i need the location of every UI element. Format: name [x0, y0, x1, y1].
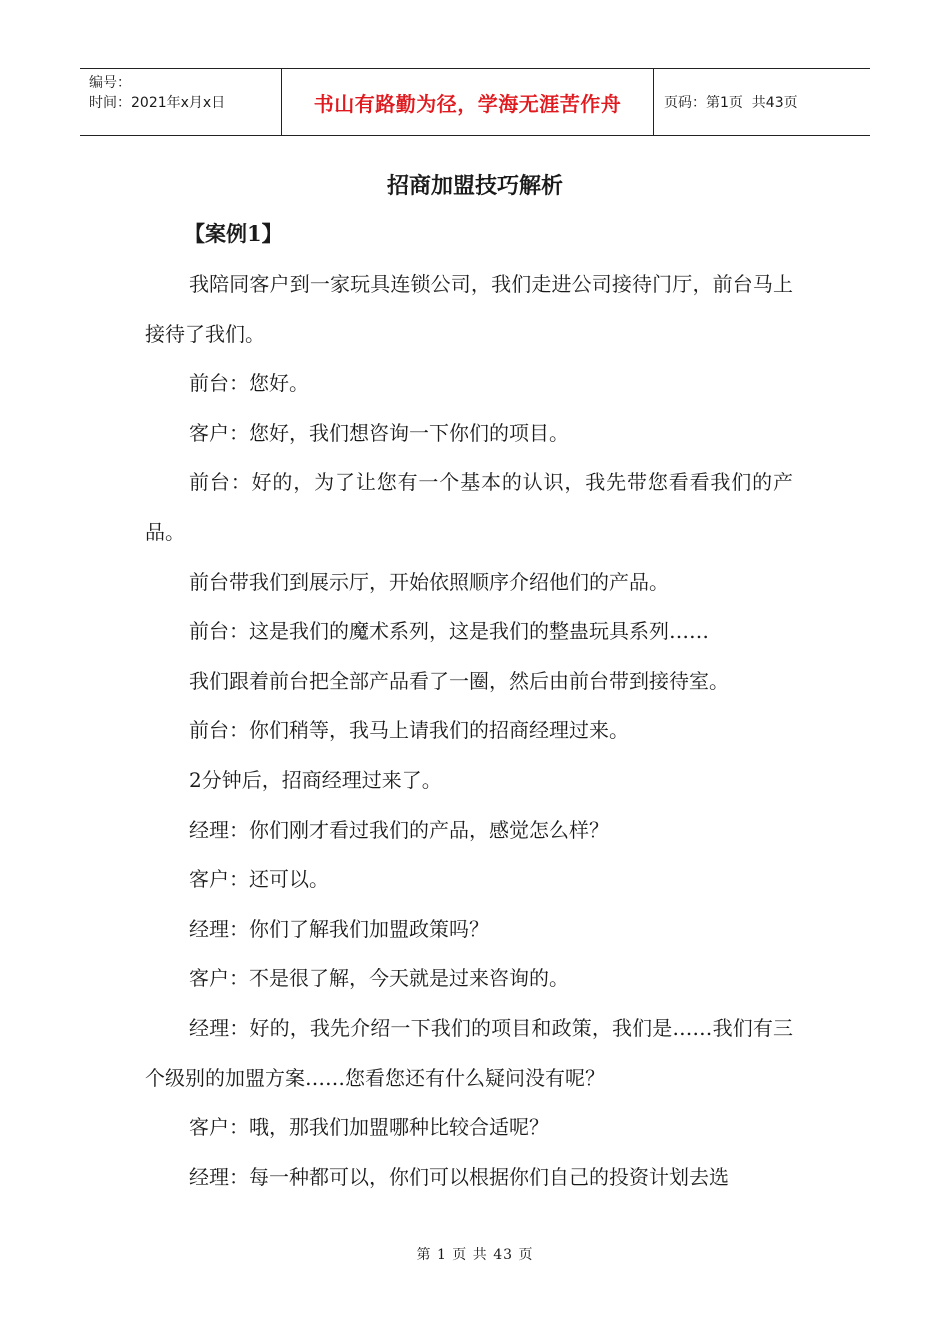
paragraph: 我们跟着前台把全部产品看了一圈，然后由前台带到接待室。 [189, 668, 729, 693]
header-meta-cell [80, 69, 282, 135]
page-footer: 第 1 页 共 43 页 [416, 1247, 534, 1263]
paragraph: 经理：每一种都可以，你们可以根据你们自己的投资计划去选 [189, 1164, 729, 1189]
paragraph: 前台带我们到展示厅，开始依照顺序介绍他们的产品。 [189, 569, 669, 594]
paragraph: 客户：不是很了解，今天就是过来咨询的。 [189, 966, 569, 991]
paragraph: 我陪同客户到一家玩具连锁公司，我们走进公司接待门厅，前台马上接待了我们。 [145, 272, 793, 346]
header-page-info: 页码：第1页 共43页 [664, 95, 798, 111]
header-page-cell [654, 69, 870, 135]
header-motto-cell [282, 69, 654, 135]
document-number-label: 编号： [89, 75, 131, 91]
document-title: 招商加盟技巧解析 [386, 173, 563, 199]
paragraph: 前台：你们稍等，我马上请我们的招商经理过来。 [189, 718, 629, 743]
document-date-label: 时间：2021年x月x日 [89, 95, 226, 111]
header-motto: 书山有路勤为径，学海无涯苦作舟 [313, 91, 622, 116]
paragraph: 前台：这是我们的魔术系列，这是我们的整蛊玩具系列…… [189, 619, 709, 644]
document-body [145, 260, 793, 1202]
paragraph: 客户：哦，那我们加盟哪种比较合适呢？ [189, 1115, 549, 1140]
paragraph: 经理：好的，我先介绍一下我们的项目和政策，我们是……我们有三个级别的加盟方案……您看您还有什么疑问没有呢？ [145, 1015, 793, 1090]
paragraph: 前台：好的，为了让您有一个基本的认识，我先带您看看我们的产品。 [145, 470, 793, 544]
paragraph: 客户：您好，我们想咨询一下你们的项目。 [189, 420, 569, 445]
paragraph: 经理：你们刚才看过我们的产品，感觉怎么样？ [189, 817, 609, 842]
paragraph: 前台：您好。 [189, 371, 309, 396]
paragraph: 经理：你们了解我们加盟政策吗？ [189, 916, 489, 941]
case-heading: 【案例1】 [184, 221, 283, 246]
page-header [80, 68, 870, 136]
paragraph: 2分钟后，招商经理过来了。 [189, 767, 442, 792]
paragraph: 客户：还可以。 [189, 867, 329, 892]
